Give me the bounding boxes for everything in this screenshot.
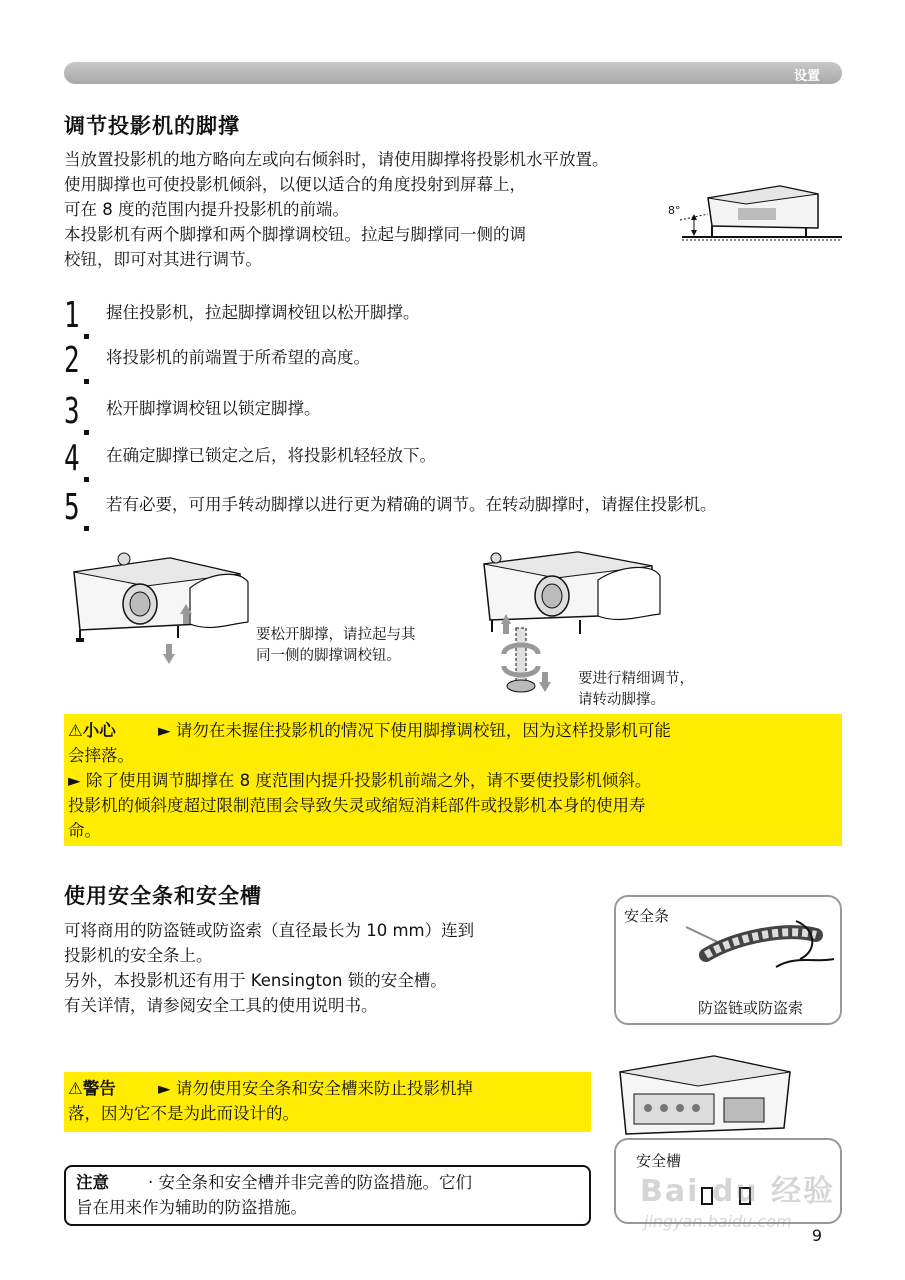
warning-line: ► 请勿使用安全条和安全槽来防止投影机掉 [158,1079,473,1098]
security-slot-label: 安全槽 [636,1152,682,1170]
warning-label: ⚠警告 [68,1079,116,1098]
step-text: 握住投影机，拉起脚撑调校钮以松开脚撑。 [106,303,420,322]
chain-or-cable-label: 防盗链或防盗索 [698,999,804,1017]
paragraph-line: 可在 8 度的范围内提升投影机的前端。 [64,200,349,219]
tilt-angle-label: 8° [668,204,681,217]
step-text: 松开脚撑调校钮以锁定脚撑。 [106,399,321,418]
watermark-url: jingyan.baidu.com [644,1212,792,1231]
figure-caption-right-line: 要进行精细调节， [578,670,694,687]
step-number: 2 [64,340,80,381]
caution-line: 命。 [68,821,101,840]
step-text: 将投影机的前端置于所希望的高度。 [106,348,370,367]
note-box [64,1165,591,1226]
step-text: 在确定脚撑已锁定之后，将投影机轻轻放下。 [106,446,436,465]
paragraph-line: 使用脚撑也可使投影机倾斜，以便以适合的角度投射到屏幕上， [64,175,526,194]
paragraph-line: 另外，本投影机还有用于 Kensington 锁的安全槽。 [64,971,447,990]
note-label: 注意 [76,1173,109,1192]
figure-caption-left-line: 同一侧的脚撑调校钮。 [256,647,401,664]
warning-line: 落，因为它不是为此而设计的。 [68,1104,299,1123]
section-header-bar [64,62,842,84]
note-line: · 安全条和安全槽并非完善的防盗措施。它们 [148,1173,472,1192]
paragraph-line: 有关详情，请参阅安全工具的使用说明书。 [64,996,378,1015]
caution-line: 会摔落。 [68,746,134,765]
paragraph-line: 本投影机有两个脚撑和两个脚撑调校钮。拉起与脚撑同一侧的调 [64,225,526,244]
caution-line: 投影机的倾斜度超过限制范围会导致失灵或缩短消耗部件或投影机本身的使用寿 [68,796,646,815]
step-number: 3 [64,391,80,432]
paragraph-line: 投影机的安全条上。 [64,946,213,965]
warning-box [64,1072,591,1132]
step-number: 5 [64,487,80,528]
step-number: 4 [64,438,80,479]
caution-line: ► 请勿在未握住投影机的情况下使用脚撑调校钮，因为这样投影机可能 [158,721,671,740]
watermark-brand: Bai du 经验 [640,1174,836,1209]
security-bar-label: 安全条 [624,907,670,925]
figure-caption-right-line: 请转动脚撑。 [578,691,665,708]
paragraph-line: 可将商用的防盗链或防盗索（直径最长为 10 mm）连到 [64,921,475,940]
projector-rear-illustration [614,1048,798,1138]
section-label: 设置 [793,69,820,84]
page-number: 9 [811,1226,822,1245]
paragraph-line: 校钮，即可对其进行调节。 [64,250,262,269]
figure-caption-left-line: 要松开脚撑，请拉起与其 [256,626,416,643]
step-number: 1 [64,295,80,336]
section-title-adjust-feet: 调节投影机的脚撑 [64,114,240,138]
projector-release-illustration [70,552,250,672]
note-line: 旨在用来作为辅助的防盗措施。 [76,1198,307,1217]
security-bar-callout [614,895,842,1025]
step-text: 若有必要，可用手转动脚撑以进行更为精确的调节。在转动脚撑时，请握住投影机。 [106,495,717,514]
tilt-diagram [668,180,844,242]
caution-box [64,714,842,846]
caution-line: ► 除了使用调节脚撑在 8 度范围内提升投影机前端之外，请不要使投影机倾斜。 [68,771,652,790]
section-title-security: 使用安全条和安全槽 [64,884,262,908]
paragraph-line: 当放置投影机的地方略向左或向右倾斜时，请使用脚撑将投影机水平放置。 [64,150,609,169]
caution-label: ⚠小心 [68,721,116,740]
watermark [640,1166,840,1246]
